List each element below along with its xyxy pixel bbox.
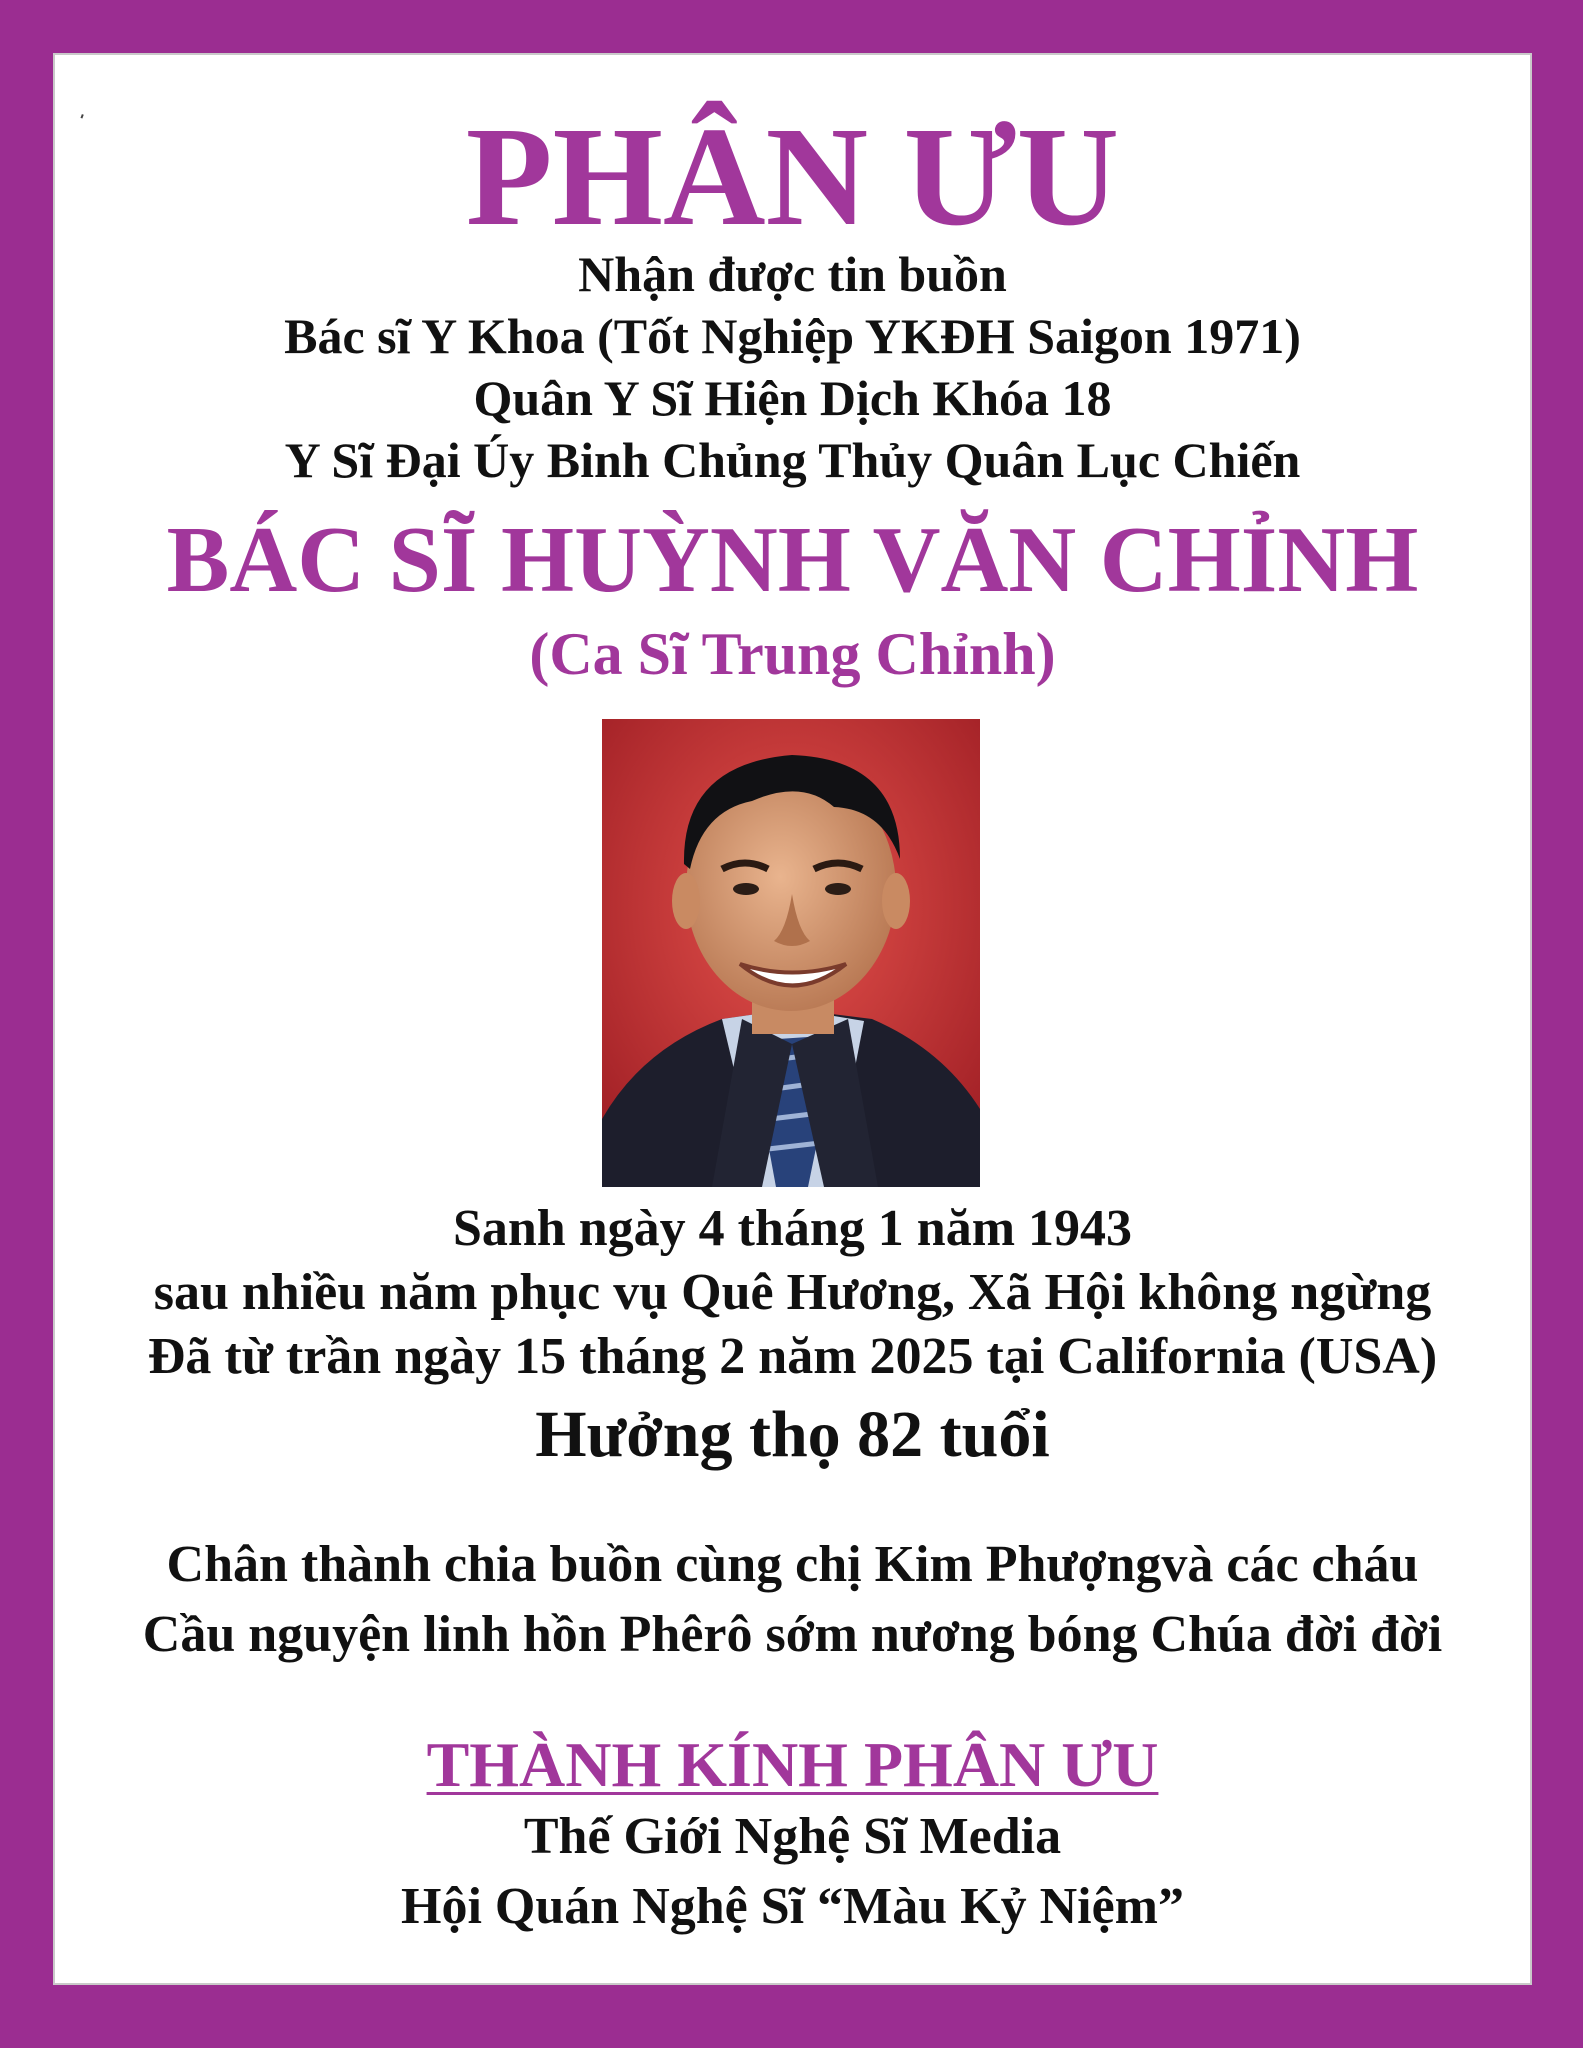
intro-line: Bác sĩ Y Khoa (Tốt Nghiệp YKĐH Saigon 1971) (284, 308, 1301, 364)
obituary-notice (55, 55, 1530, 1983)
closing-heading: THÀNH KÍNH PHÂN ƯU (426, 1729, 1159, 1800)
death-date: Đã từ trần ngày 15 tháng 2 năm 2025 tại California (USA) (147, 1328, 1438, 1385)
intro-line: Y Sĩ Đại Úy Binh Chủng Thủy Quân Lục Chiến (284, 432, 1301, 488)
deceased-alias: (Ca Sĩ Trung Chỉnh) (529, 621, 1056, 687)
sympathy-line: Chân thành chia buồn cùng chị Kim Phượngvà các cháu (166, 1536, 1419, 1593)
portrait-photo (602, 719, 980, 1187)
sender-name: Thế Giới Nghệ Sĩ Media (523, 1808, 1062, 1865)
intro-line: Nhận được tin buồn (578, 246, 1007, 302)
notice-title: PHÂN ƯU (465, 97, 1120, 255)
age-line: Hưởng thọ 82 tuổi (535, 1398, 1050, 1471)
sender-name: Hội Quán Nghệ Sĩ “Màu Kỷ Niệm” (401, 1878, 1184, 1935)
service-line: sau nhiều năm phục vụ Quê Hương, Xã Hội không ngừng (153, 1264, 1432, 1321)
deceased-name: BÁC SĨ HUỲNH VĂN CHỈNH (166, 508, 1419, 612)
prayer-line: Cầu nguyện linh hồn Phêrô sớm nương bóng Chúa đời đời (142, 1606, 1443, 1663)
birth-date: Sanh ngày 4 tháng 1 năm 1943 (452, 1200, 1133, 1257)
intro-line: Quân Y Sĩ Hiện Dịch Khóa 18 (473, 370, 1112, 426)
